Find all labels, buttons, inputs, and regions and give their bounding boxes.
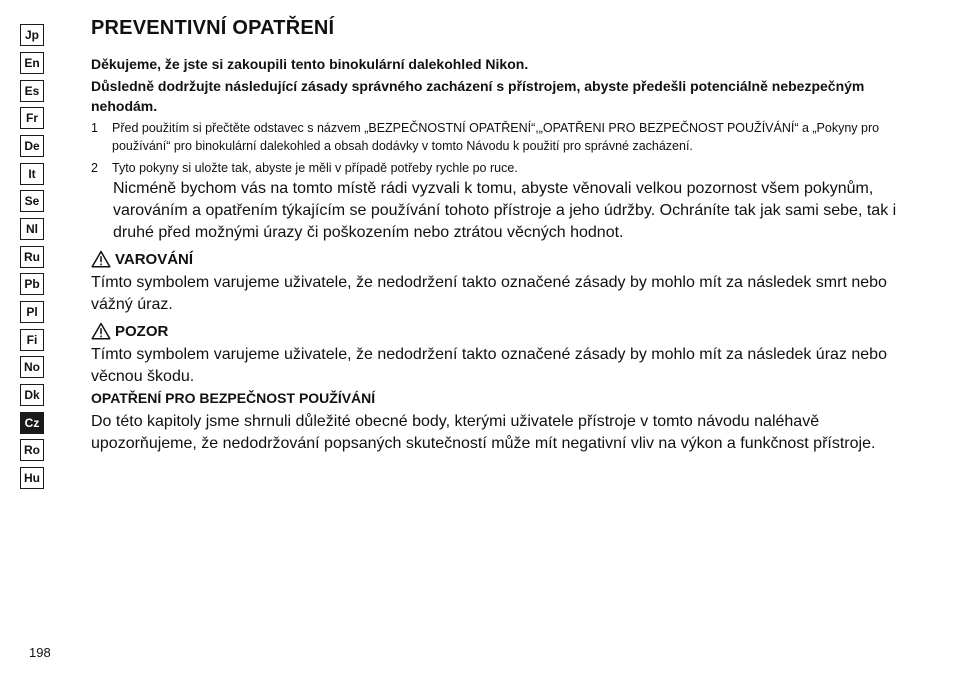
warning-heading [91, 250, 193, 268]
lang-tab-en[interactable]: En [20, 52, 44, 74]
lang-tab-fr[interactable]: Fr [20, 107, 44, 129]
list-item-number: 1 [91, 121, 98, 135]
lang-tab-pb[interactable]: Pb [20, 273, 44, 295]
warning-text: Tímto symbolem varujeme uživatele, že nedodržení takto označené zásady by mohlo mít za následek smrt nebo vážný úraz. [91, 274, 887, 313]
intro-thanks: Děkujeme, že jste si zakoupili tento binokulární dalekohled Nikon. [91, 56, 529, 72]
lang-tab-ru[interactable]: Ru [20, 246, 44, 268]
lang-tab-de[interactable]: De [20, 135, 44, 157]
lang-tab-jp[interactable]: Jp [20, 24, 44, 46]
caution-label: POZOR [115, 322, 169, 340]
note-paragraph: Nicméně bychom vás na tomto místě rádi vyzvali k tomu, abyste věnovali velkou pozornost všem pokynům, varováním a opatřením týkajícím se používání tohoto přístroje a jeho údržby. Ochráníte tak jak sami sebe, tak i druhé před možnými úrazy či poškozením nebo ztrátou věcných hodnot. [113, 180, 897, 241]
warning-label: VAROVÁNÍ [115, 250, 194, 268]
lang-tab-fi[interactable]: Fi [20, 329, 44, 351]
page-number: 198 [29, 645, 51, 660]
lang-tab-hu[interactable]: Hu [20, 467, 44, 489]
lang-tab-nl[interactable]: Nl [20, 218, 44, 240]
list-item-text: Tyto pokyny si uložte tak, abyste je měli v případě potřeby rychle po ruce. [112, 161, 518, 175]
safety-section-text: Do této kapitoly jsme shrnuli důležité obecné body, kterými uživatele přístroje v tomto návodu naléhavě upozorňujeme, že nedodržování popsaných skutečností může mít negativní vliv na výkon a funkčnost přístroje. [91, 413, 876, 452]
lang-tab-it[interactable]: It [20, 163, 44, 185]
list-item-text: Před použitím si přečtěte odstavec s názvem „BEZPEČNOSTNÍ OPATŘENÍ“,„OPATŘENI PRO BEZPEČNOST POUŽÍVÁNÍ“ a „Pokyny pro používání“ pro binokulární dalekohled a obsah dodávky v tomto Návodu k použití pro správné zacházení. [112, 121, 880, 153]
lang-tab-no[interactable]: No [20, 356, 44, 378]
lang-tab-pl[interactable]: Pl [20, 301, 44, 323]
caution-heading [91, 322, 168, 340]
warning-triangle-icon [91, 322, 111, 340]
page-title: PREVENTIVNÍ OPATŘENÍ [91, 17, 335, 39]
lang-tab-dk[interactable]: Dk [20, 384, 44, 406]
safety-section-heading: OPATŘENÍ PRO BEZPEČNOST POUŽÍVÁNÍ [91, 390, 376, 406]
lang-tab-es[interactable]: Es [20, 80, 44, 102]
lang-tab-cz[interactable]: Cz [20, 412, 44, 434]
lang-tab-se[interactable]: Se [20, 190, 44, 212]
intro-follow: Důsledně dodržujte následující zásady správného zacházení s přístrojem, abyste předešli potenciálně nebezpečným nehodám. [91, 78, 865, 114]
caution-text: Tímto symbolem varujeme uživatele, že nedodržení takto označené zásady by mohlo mít za následek úraz nebo věcnou škodu. [91, 346, 887, 385]
warning-triangle-icon [91, 250, 111, 268]
list-item-number: 2 [91, 161, 98, 175]
lang-tab-ro[interactable]: Ro [20, 439, 44, 461]
